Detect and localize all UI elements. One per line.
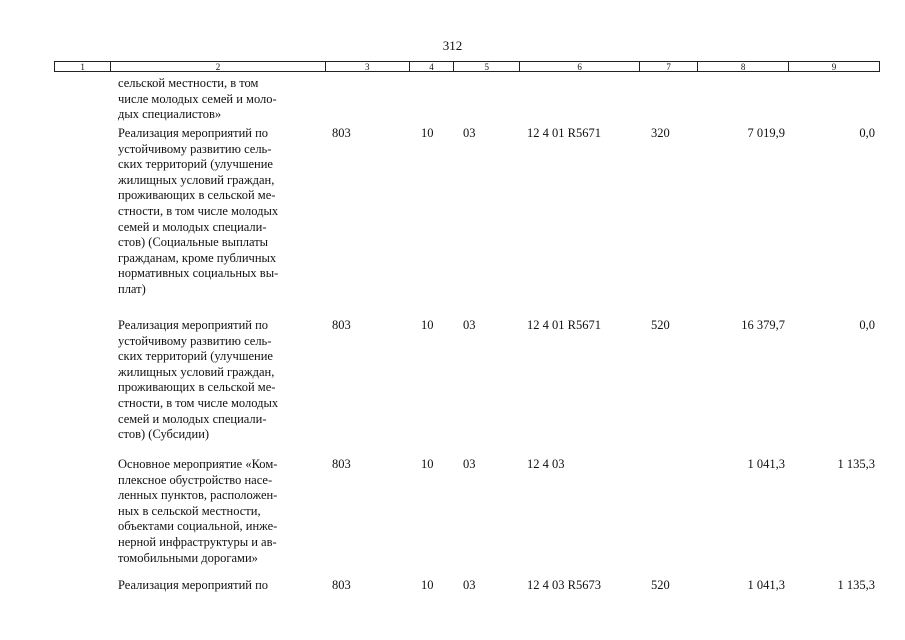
row-description: Реализация мероприятий по устойчивому развитию сель- ских территорий (улучшение жилищных условий граждан, проживающих в сельской ме- стности, в том числе молодых семей и молодых специали- стов) (Субсидии) xyxy=(118,318,279,442)
row-col-3: 803 xyxy=(332,318,351,332)
column-header-4: 4 xyxy=(410,62,454,71)
column-header-7: 7 xyxy=(640,62,698,71)
column-header-3: 3 xyxy=(326,62,410,71)
row-col-6: 12 4 03 R5673 xyxy=(527,578,601,592)
row-col-3: 803 xyxy=(332,457,351,471)
row-col-9: 0,0 xyxy=(859,126,875,140)
column-header-5: 5 xyxy=(454,62,520,71)
row-description: Реализация мероприятий по xyxy=(118,578,269,592)
row-col-8: 7 019,9 xyxy=(747,126,785,140)
row-col-5: 03 xyxy=(463,126,476,140)
row-col-3: 803 xyxy=(332,126,351,140)
row-col-4: 10 xyxy=(421,126,434,140)
column-header-1: 1 xyxy=(55,62,111,71)
row-col-5: 03 xyxy=(463,578,476,592)
column-header-6: 6 xyxy=(520,62,640,71)
page-number: 312 xyxy=(442,38,463,53)
row-col-8: 1 041,3 xyxy=(747,578,785,592)
row-col-4: 10 xyxy=(421,318,434,332)
row-col-4: 10 xyxy=(421,578,434,592)
row-col-8: 16 379,7 xyxy=(741,318,785,332)
row-col-6: 12 4 03 xyxy=(527,457,565,471)
row-col-5: 03 xyxy=(463,318,476,332)
column-header-9: 9 xyxy=(831,62,837,72)
row-col-9: 0,0 xyxy=(859,318,875,332)
row-col-6: 12 4 01 R5671 xyxy=(527,126,601,140)
row-description: Основное мероприятие «Ком- плексное обустройство насе- ленных пунктов, расположен- ных в сельской местности, объектами социальной, инже- нерной инфраструктуры и ав- томобильными дорогами» xyxy=(118,457,278,565)
row-col-7: 520 xyxy=(651,318,670,332)
row-col-5: 03 xyxy=(463,457,476,471)
column-header-2: 2 xyxy=(111,62,325,71)
row-description: Реализация мероприятий по устойчивому развитию сель- ских территорий (улучшение жилищных условий граждан, проживающих в сельской ме- стности, в том числе молодых семей и молодых специали- стов) (Социальные выплаты гражданам, кроме публичных нормативных социальных вы- плат) xyxy=(118,126,279,296)
row-col-3: 803 xyxy=(332,578,351,592)
row-col-4: 10 xyxy=(421,457,434,471)
row-col-9: 1 135,3 xyxy=(837,578,875,592)
row-description: сельской местности, в том числе молодых семей и моло- дых специалистов» xyxy=(118,76,277,122)
row-col-6: 12 4 01 R5671 xyxy=(527,318,601,332)
row-col-9: 1 135,3 xyxy=(837,457,875,471)
row-col-8: 1 041,3 xyxy=(747,457,785,471)
row-col-7: 520 xyxy=(651,578,670,592)
table-header-row xyxy=(54,61,880,72)
column-header-8: 8 xyxy=(698,62,789,71)
row-col-7: 320 xyxy=(651,126,670,140)
